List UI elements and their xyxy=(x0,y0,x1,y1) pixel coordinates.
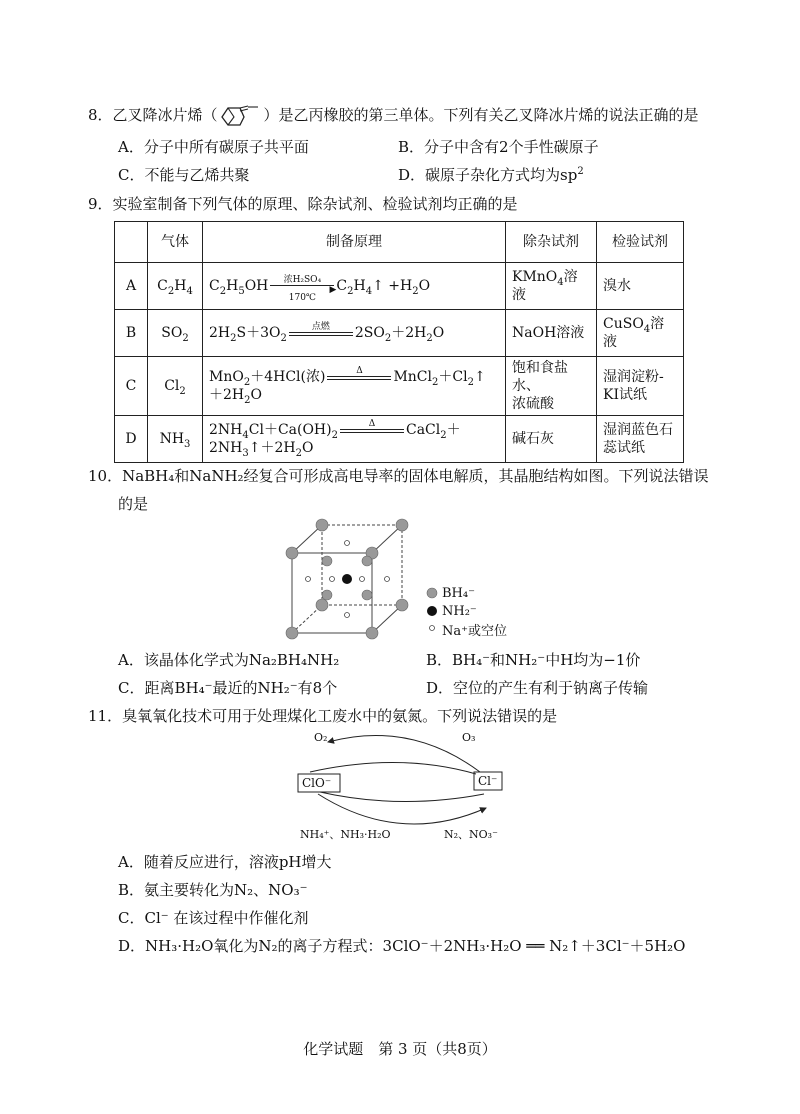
page-footer: 化学试题 第 3 页（共8页） xyxy=(303,1040,497,1058)
o3-label: O₃ xyxy=(462,731,476,744)
q9-header-cell: 气体 xyxy=(148,222,203,263)
q9-detect-cell: 溴水 xyxy=(597,263,684,310)
q9-detect-cell: CuSO$_4$溶液 xyxy=(597,310,684,357)
q8-molecule-structure xyxy=(218,103,264,129)
q9-purify-cell: 饱和食盐水、 浓硫酸 xyxy=(506,357,597,416)
q9-table-row xyxy=(115,310,684,357)
q8-option-a: A．分子中所有碳原子共平面 xyxy=(118,138,309,156)
nh2-center-sphere xyxy=(342,574,352,584)
q8-option-d-text: D．碳原子杂化方式均为sp xyxy=(398,166,578,184)
q9-table-row xyxy=(115,416,684,463)
legend-na-vacancy: Na⁺或空位 xyxy=(442,624,507,639)
q9-header-row xyxy=(115,222,684,263)
o2-label: O₂ xyxy=(314,731,328,744)
q9-gas-cell: $Cl_2$ xyxy=(148,357,203,416)
q9-table-row xyxy=(115,263,684,310)
q8-stem-part2: ）是乙丙橡胶的第三单体。下列有关乙叉降冰片烯的说法正确的是 xyxy=(263,106,699,124)
q8-stem-part1: 8．乙叉降冰片烯（ xyxy=(88,106,218,124)
q10-stem-line2: 的是 xyxy=(118,495,149,513)
q9-header-cell: 检验试剂 xyxy=(597,222,684,263)
q10-option-a: A．该晶体化学式为Na₂BH₄NH₂ xyxy=(118,651,340,669)
q9-stem: 9．实验室制备下列气体的原理、除杂试剂、检验试剂均正确的是 xyxy=(88,195,518,213)
q10-option-c: C．距离BH₄⁻最近的NH₂⁻有8个 xyxy=(118,679,338,697)
q9-gas-cell: $C_2H_4$ xyxy=(148,263,203,310)
q8-option-d-sup: 2 xyxy=(577,166,584,177)
reaction-arrow: Δ xyxy=(340,421,404,439)
q9-purify-cell: KMnO$_4$溶液 xyxy=(506,263,597,310)
q9-header-cell: 除杂试剂 xyxy=(506,222,597,263)
legend-nh2: NH₂⁻ xyxy=(442,604,477,619)
q9-row-label: A xyxy=(115,263,148,310)
reaction-arrow: 点燃 xyxy=(289,324,353,342)
q9-row-label: C xyxy=(115,357,148,416)
q9-detect-cell: 湿润淀粉- KI试纸 xyxy=(597,357,684,416)
q9-header-cell: 制备原理 xyxy=(203,222,506,263)
q9-gas-cell: $NH_3$ xyxy=(148,416,203,463)
reaction-arrow: 浓H₂SO₄ ▶ 170℃ xyxy=(270,277,334,295)
q9-reaction-cell: $2H_2S+3O_2$ 点燃 $2SO_2+2H_2O$ xyxy=(203,310,506,357)
q9-purify-cell: NaOH溶液 xyxy=(506,310,597,357)
q11-option-c: C．Cl⁻ 在该过程中作催化剂 xyxy=(118,909,309,927)
q9-header-cell xyxy=(115,222,148,263)
products-label: N₂、NO₃⁻ xyxy=(444,828,498,841)
reaction-arrow: Δ xyxy=(327,368,391,386)
q9-detect-cell: 湿润蓝色石 蕊试纸 xyxy=(597,416,684,463)
legend-bh4: BH₄⁻ xyxy=(442,586,475,601)
cl-label: Cl⁻ xyxy=(478,774,498,788)
reactants-label: NH₄⁺、NH₃·H₂O xyxy=(300,828,391,841)
q9-reaction-cell: $C_2H_5OH$ 浓H₂SO₄ ▶ 170℃ $C_2H_4↑ +H_2O$ xyxy=(203,263,506,310)
q9-purify-cell: 碱石灰 xyxy=(506,416,597,463)
q9-reaction-cell: MnO$_2$＋4HCl(浓) Δ $MnCl_2+Cl_2↑+2H_2O$ xyxy=(203,357,506,416)
q8-option-d xyxy=(398,164,584,185)
q11-option-b: B．氨主要转化为N₂、NO₃⁻ xyxy=(118,881,308,899)
q8-option-c: C．不能与乙烯共聚 xyxy=(118,166,250,184)
q9-reaction-cell: $2NH_4Cl+Ca(OH)_2$ Δ $CaCl_2+2NH_3↑+2H_2O$ xyxy=(203,416,506,463)
q10-stem-line1: 10．NaBH₄和NaNH₂经复合可形成高电导率的固体电解质，其晶胞结构如图。下列说法错误 xyxy=(88,467,709,485)
q9-table xyxy=(114,221,684,463)
q8-option-b: B．分子中含有2个手性碳原子 xyxy=(398,138,599,156)
clo-label: ClO⁻ xyxy=(302,776,332,790)
q11-option-a: A．随着反应进行，溶液pH增大 xyxy=(118,853,332,871)
q9-table-row xyxy=(115,357,684,416)
q9-row-label: D xyxy=(115,416,148,463)
q9-gas-cell: $SO_2$ xyxy=(148,310,203,357)
q9-row-label: B xyxy=(115,310,148,357)
q11-stem: 11．臭氧氧化技术可用于处理煤化工废水中的氨氮。下列说法错误的是 xyxy=(88,707,558,725)
q10-option-b: B．BH₄⁻和NH₂⁻中H均为−1价 xyxy=(426,651,641,669)
q10-option-d: D．空位的产生有利于钠离子传输 xyxy=(426,679,649,697)
q8-stem xyxy=(88,103,699,129)
q11-option-d: D．NH₃·H₂O氧化为N₂的离子方程式：3ClO⁻＋2NH₃·H₂O ══ N₂↑＋3Cl⁻＋5H₂O xyxy=(118,937,686,955)
